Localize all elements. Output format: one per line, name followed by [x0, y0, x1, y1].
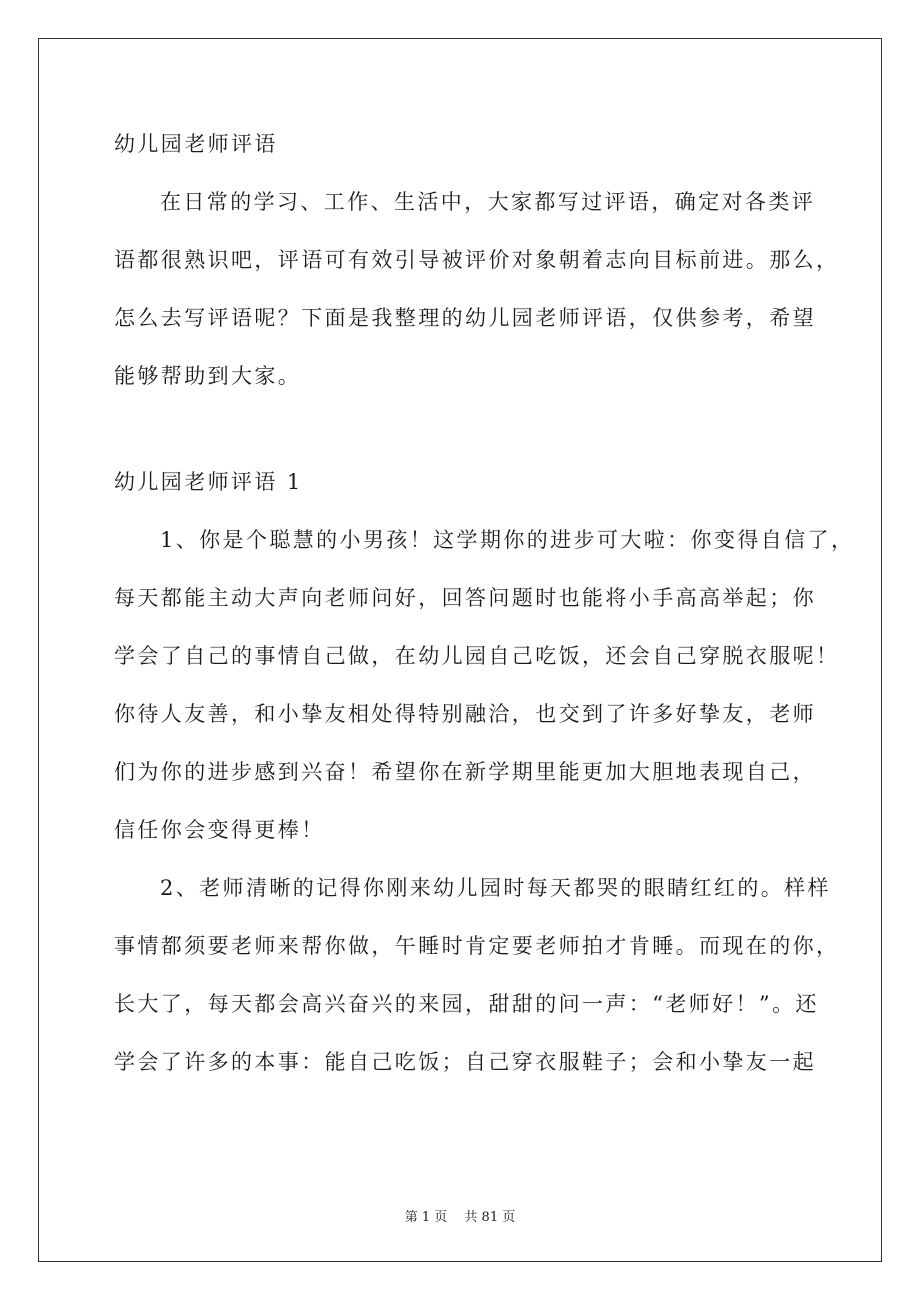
intro-line: 语都很熟识吧，评语可有效引导被评价对象朝着志向目标前进。那么，: [114, 248, 840, 272]
paragraph-line: 1、你是个聪慧的小男孩！这学期你的进步可大啦：你变得自信了，: [160, 528, 855, 552]
intro-line: 在日常的学习、工作、生活中，大家都写过评语，确定对各类评: [160, 190, 816, 214]
paragraph-line: 长大了，每天都会高兴奋兴的来园，甜甜的问一声：“老师好！”。还: [114, 992, 819, 1016]
paragraph-spacer: [114, 416, 814, 464]
document-body: [114, 126, 855, 1102]
comment-paragraph-2: [114, 870, 840, 1102]
paragraph-line: 你待人友善，和小挚友相处得特别融洽，也交到了许多好挚友，老师: [114, 702, 816, 726]
page-number-footer: 第 1 页 共 81 页: [404, 1210, 516, 1225]
comment-paragraph-1: [114, 522, 855, 870]
document-title: 幼儿园老师评语: [114, 132, 278, 156]
paragraph-line: 信任你会变得更棒！: [114, 818, 325, 842]
paragraph-line: 2、老师清晰的记得你刚来幼儿园时每天都哭的眼睛红红的。样样: [160, 876, 831, 900]
paragraph-line: 事情都须要老师来帮你做，午睡时肯定要老师拍才肯睡。而现在的你，: [114, 934, 840, 958]
section-heading: 幼儿园老师评语 1: [114, 470, 303, 494]
paragraph-line: 们为你的进步感到兴奋！希望你在新学期里能更加大胆地表现自己，: [114, 760, 816, 784]
intro-paragraph: [114, 184, 840, 416]
paragraph-line: 学会了许多的本事：能自己吃饭；自己穿衣服鞋子；会和小挚友一起: [114, 1050, 816, 1074]
intro-line: 能够帮助到大家。: [114, 364, 302, 388]
intro-line: 怎么去写评语呢？下面是我整理的幼儿园老师评语，仅供参考，希望: [114, 306, 816, 330]
paragraph-line: 每天都能主动大声向老师问好，回答问题时也能将小手高高举起；你: [114, 586, 816, 610]
paragraph-line: 学会了自己的事情自己做，在幼儿园自己吃饭，还会自己穿脱衣服呢！: [114, 644, 840, 668]
